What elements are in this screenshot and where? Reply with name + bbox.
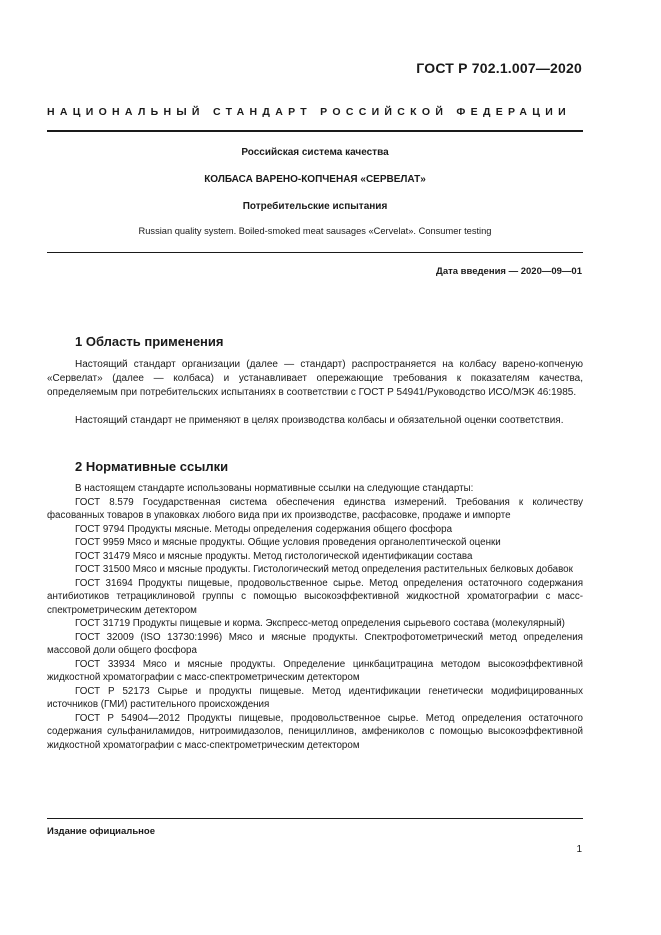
official-edition-label: Издание официальное — [47, 826, 155, 837]
testing-title: Потребительские испытания — [242, 201, 388, 212]
title-rule — [47, 252, 583, 253]
english-title: Russian quality system. Boiled-smoked meat sausages «Cervelat». Consumer testing — [138, 226, 492, 236]
reference-item: ГОСТ 31479 Мясо и мясные продукты. Метод гистологической идентификации состава — [75, 550, 473, 562]
footer-rule — [47, 818, 583, 819]
section-1-paragraph: Настоящий стандарт организации (далее — стандарт) распространяется на колбасу варено-копченую «Сервелат» (далее — колбаса) и устанавливает опережающие требования к показателям качества, определяемым при потребительских испытаниях в соответствии с ГОСТ Р 54941/Руководство ИСО/МЭК 46:1985. — [47, 359, 583, 398]
normative-references-list — [47, 482, 583, 752]
quality-system-title: Российская система качества — [241, 147, 389, 158]
page-number: 1 — [576, 844, 582, 855]
section-2-title: 2 Нормативные ссылки — [75, 459, 229, 474]
reference-item: ГОСТ 9794 Продукты мясные. Методы определения содержания общего фосфора — [75, 523, 453, 535]
gost-code: ГОСТ Р 702.1.007—2020 — [416, 60, 582, 76]
introduction-date: Дата введения — 2020—09—01 — [436, 266, 582, 277]
reference-item: ГОСТ 31694 Продукты пищевые, продовольственное сырье. Метод определения остаточного содержания антибиотиков тетрациклиновой группы с помощью высокоэффективной жидкостной хроматографии с масс-спектрометрическим детектором — [47, 577, 583, 616]
reference-item: ГОСТ 31719 Продукты пищевые и корма. Экспресс-метод определения сырьевого состава (молекулярный) — [75, 618, 565, 629]
reference-item: ГОСТ 9959 Мясо и мясные продукты. Общие условия проведения органолептической оценки — [75, 537, 501, 548]
national-standard-banner: НАЦИОНАЛЬНЫЙ СТАНДАРТ РОССИЙСКОЙ ФЕДЕРАЦИИ — [47, 106, 571, 118]
reference-item: ГОСТ 8.579 Государственная система обеспечения единства измерений. Требования к количеству фасованных товаров в упаковках любого вида при их производстве, расфасовке, продаже и импорте — [47, 496, 583, 521]
references-lead: В настоящем стандарте использованы нормативные ссылки на следующие стандарты: — [75, 483, 474, 494]
reference-item: ГОСТ 31500 Мясо и мясные продукты. Гистологический метод определения растительных белковых добавок — [75, 564, 573, 575]
reference-item: ГОСТ Р 54904—2012 Продукты пищевые, продовольственное сырье. Метод определения остаточного содержания сульфаниламидов, нитроимидазолов, пенициллинов, амфениколов с помощью высокоэффективной жидкостной хроматографии с масс-спектрометрическим детектором — [47, 712, 583, 751]
product-title: КОЛБАСА ВАРЕНО-КОПЧЕНАЯ «СЕРВЕЛАТ» — [204, 174, 426, 185]
section-1-title: 1 Область применения — [75, 334, 224, 349]
reference-item: ГОСТ 33934 Мясо и мясные продукты. Определение цинкбацитрацина методом высокоэффективной жидкостной хроматографии с масс-спектрометрическим детектором — [47, 658, 583, 683]
reference-item: ГОСТ Р 52173 Сырье и продукты пищевые. Метод идентификации генетически модифицированных источников (ГМИ) растительного происхождения — [47, 685, 583, 710]
reference-item: ГОСТ 32009 (ISO 13730:1996) Мясо и мясные продукты. Спектрофотометрический метод определения массовой доли общего фосфора — [47, 631, 583, 656]
header-rule — [47, 130, 583, 132]
section-1-paragraph: Настоящий стандарт не применяют в целях производства колбасы и обязательной оценки соответствия. — [75, 415, 564, 426]
